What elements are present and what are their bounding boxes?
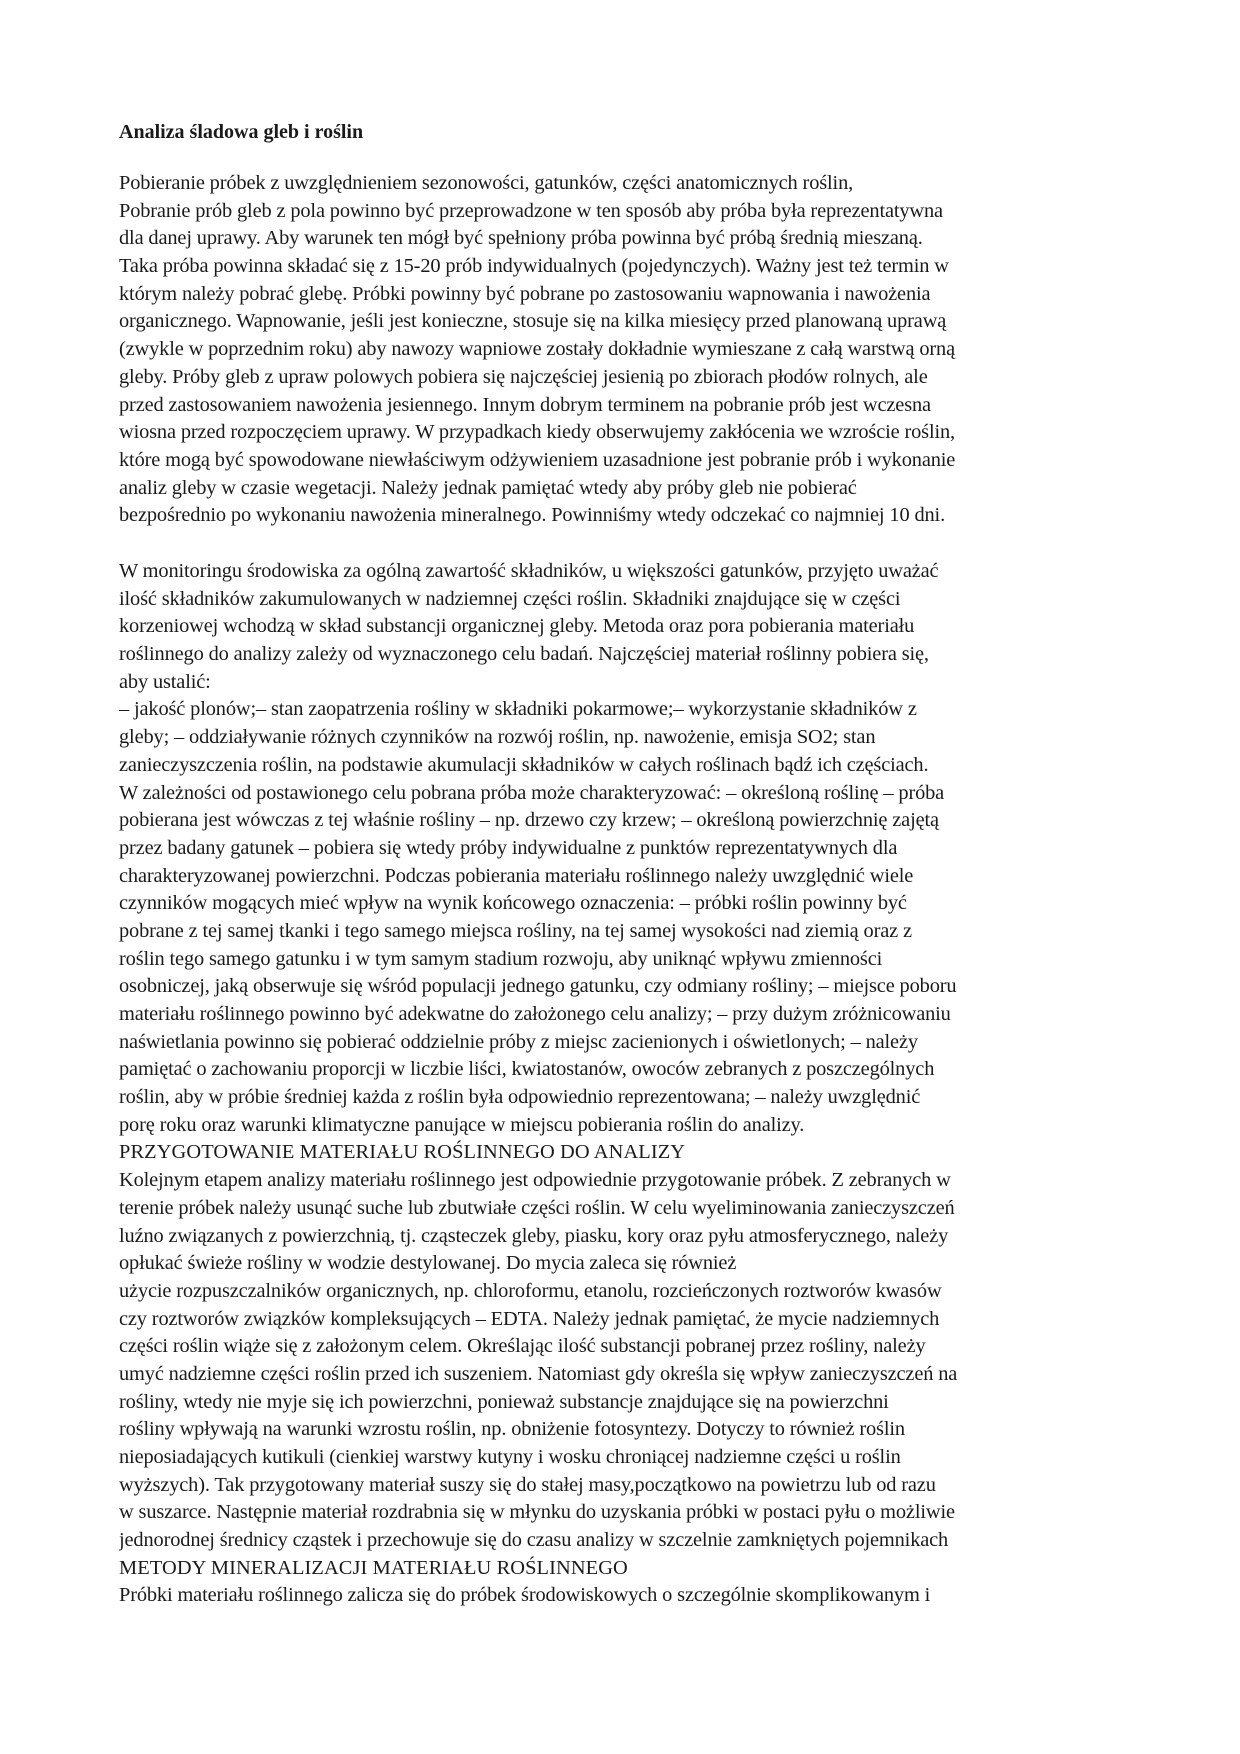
text-line: opłukać świeże rośliny w wodzie destylowanej. Do mycia zaleca się również bbox=[119, 1252, 737, 1275]
document-title: Analiza śladowa gleb i roślin bbox=[119, 121, 364, 143]
text-line: bezpośrednio po wykonaniu nawożenia mineralnego. Powinniśmy wtedy odczekać co najmniej 10 dni. bbox=[119, 504, 946, 527]
text-line: zanieczyszczenia roślin, na podstawie akumulacji składników w całych roślinach bądź ich częściach. bbox=[119, 753, 929, 776]
text-line: Taka próba powinna składać się z 15-20 prób indywidualnych (pojedynczych). Ważny jest też termin w bbox=[119, 255, 949, 278]
text-line: roślinnego do analizy zależy od wyznaczonego celu badań. Najczęściej materiał roślinny pobiera się, bbox=[119, 643, 929, 666]
text-line: w suszarce. Następnie materiał rozdrabnia się w młynku do uzyskania próbki w postaci pyłu o możliwie bbox=[119, 1501, 955, 1524]
text-line: czy roztworów związków kompleksujących – EDTA. Należy jednak pamiętać, że mycie nadziemnych bbox=[119, 1307, 940, 1330]
text-line: charakteryzowanej powierzchni. Podczas pobierania materiału roślinnego należy uwzględnić wiele bbox=[119, 864, 914, 887]
text-line: naświetlania powinno się pobierać oddzielnie próby z miejsc zacienionych i oświetlonych; – należy bbox=[119, 1030, 918, 1053]
text-line: terenie próbek należy usunąć suche lub zbutwiałe części roślin. W celu wyeliminowania zanieczyszczeń bbox=[119, 1196, 955, 1219]
paragraph-monitoring-plants bbox=[119, 558, 1129, 1610]
text-line: Pobranie prób gleb z pola powinno być przeprowadzone w ten sposób aby próba była reprezentatywna bbox=[119, 199, 943, 222]
text-line: aby ustalić: bbox=[119, 670, 211, 693]
text-line: pamiętać o zachowaniu proporcji w liczbie liści, kwiatostanów, owoców zebranych z poszczególnych bbox=[119, 1058, 935, 1081]
section-heading: METODY MINERALIZACJI MATERIAŁU ROŚLINNEGO bbox=[119, 1556, 628, 1579]
text-line: umyć nadziemne części roślin przed ich suszeniem. Natomiast gdy określa się wpływ zanieczyszczeń na bbox=[119, 1362, 958, 1385]
text-line: pobierana jest wówczas z tej właśnie rośliny – np. drzewo czy krzew; – określoną powierzchnię zajętą bbox=[119, 809, 939, 832]
text-line: (zwykle w poprzednim roku) aby nawozy wapniowe zostały dokładnie wymieszane z całą warstwą orną bbox=[119, 338, 955, 361]
text-line: korzeniowej wchodzą w skład substancji organicznej gleby. Metoda oraz pora pobierania materiału bbox=[119, 615, 915, 638]
text-line: roślin, aby w próbie średniej każda z roślin była odpowiednio reprezentowana; – należy uwzględnić bbox=[119, 1086, 921, 1109]
section-heading: PRZYGOTOWANIE MATERIAŁU ROŚLINNEGO DO ANALIZY bbox=[119, 1141, 686, 1164]
text-line: pobrane z tej samej tkanki i tego samego miejsca rośliny, na tej samej wysokości nad ziemią oraz z bbox=[119, 919, 912, 942]
paragraph-sampling-soils bbox=[119, 170, 1129, 530]
text-line: które mogą być spowodowane niewłaściwym odżywieniem uzasadnione jest pobranie prób i wykonanie bbox=[119, 448, 956, 471]
text-line: przed zastosowaniem nawożenia jesiennego. Innym dobrym terminem na pobranie prób jest wczesna bbox=[119, 393, 931, 416]
text-line: roślin tego samego gatunku i w tym samym stadium rozwoju, aby uniknąć wpływu zmienności bbox=[119, 947, 883, 970]
text-line: części roślin wiąże się z założonym celem. Określając ilość substancji pobranej przez rośliny, należy bbox=[119, 1335, 926, 1358]
text-line: czynników mogących mieć wpływ na wynik końcowego oznaczenia: – próbki roślin powinny być bbox=[119, 892, 907, 915]
text-line: porę roku oraz warunki klimatyczne panujące w miejscu pobierania roślin do analizy. bbox=[119, 1113, 805, 1136]
text-line: gleby. Próby gleb z upraw polowych pobiera się najczęściej jesienią po zbiorach płodów rolnych, ale bbox=[119, 365, 928, 388]
text-line: analiz gleby w czasie wegetacji. Należy jednak pamiętać wtedy aby próby gleb nie pobierać bbox=[119, 476, 857, 499]
document-page bbox=[119, 0, 1129, 1754]
text-line: Pobieranie próbek z uwzględnieniem sezonowości, gatunków, części anatomicznych roślin, bbox=[119, 172, 854, 194]
text-line: którym należy pobrać glebę. Próbki powinny być pobrane po zastosowaniu wapnowania i nawożenia bbox=[119, 282, 931, 305]
text-line: materiału roślinnego powinno być adekwatne do założonego celu analizy; – przy dużym zróżnicowaniu bbox=[119, 1003, 951, 1025]
text-line: Kolejnym etapem analizy materiału roślinnego jest odpowiednie przygotowanie próbek. Z zebranych w bbox=[119, 1169, 951, 1192]
text-line: W zależności od postawionego celu pobrana próba może charakteryzować: – określoną roślinę – próba bbox=[119, 781, 945, 804]
text-line: osobniczej, jaką obserwuje się wśród populacji jednego gatunku, czy odmiany rośliny; – miejsce poboru bbox=[119, 975, 957, 998]
text-line: Próbki materiału roślinnego zalicza się do próbek środowiskowych o szczególnie skomplikowanym i bbox=[119, 1584, 931, 1607]
text-line: ilość składników zakumulowanych w nadziemnej części roślin. Składniki znajdujące się w części bbox=[119, 587, 901, 610]
text-line: przez badany gatunek – pobiera się wtedy próby indywidualne z punktów reprezentatywnych dla bbox=[119, 836, 898, 859]
text-line: użycie rozpuszczalników organicznych, np. chloroformu, etanolu, rozcieńczonych roztworów kwasów bbox=[119, 1279, 942, 1302]
text-line: organicznego. Wapnowanie, jeśli jest konieczne, stosuje się na kilka miesięcy przed planowaną uprawą bbox=[119, 310, 947, 333]
text-line: wiosna przed rozpoczęciem uprawy. W przypadkach kiedy obserwujemy zakłócenia we wzroście roślin, bbox=[119, 421, 956, 444]
text-line: wyższych). Tak przygotowany materiał suszy się do stałej masy,początkowo na powietrzu lub od razu bbox=[119, 1473, 936, 1496]
text-line: luźno związanych z powierzchnią, tj. cząsteczek gleby, piasku, kory oraz pyłu atmosferycznego, należy bbox=[119, 1224, 949, 1247]
text-line: W monitoringu środowiska za ogólną zawartość składników, u większości gatunków, przyjęto uważać bbox=[119, 560, 939, 582]
text-line: rośliny wpływają na warunki wzrostu roślin, np. obniżenie fotosyntezy. Dotyczy to również roślin bbox=[119, 1418, 905, 1441]
text-line: nieposiadających kutikuli (cienkiej warstwy kutyny i wosku chroniącej nadziemne części u roślin bbox=[119, 1446, 901, 1468]
text-line: jednorodnej średnicy cząstek i przechowuje się do czasu analizy w szczelnie zamkniętych pojemnikach bbox=[119, 1529, 949, 1552]
text-line: – jakość plonów;– stan zaopatrzenia rośliny w składniki pokarmowe;– wykorzystanie składników z bbox=[119, 698, 917, 721]
text-line: rośliny, wtedy nie myje się ich powierzchni, ponieważ substancje znajdujące się na powierzchni bbox=[119, 1390, 889, 1413]
text-line: gleby; – oddziaływanie różnych czynników na rozwój roślin, np. nawożenie, emisja SO2; stan bbox=[119, 726, 876, 749]
text-line: dla danej uprawy. Aby warunek ten mógł być spełniony próba powinna być próbą średnią mieszaną. bbox=[119, 227, 923, 250]
